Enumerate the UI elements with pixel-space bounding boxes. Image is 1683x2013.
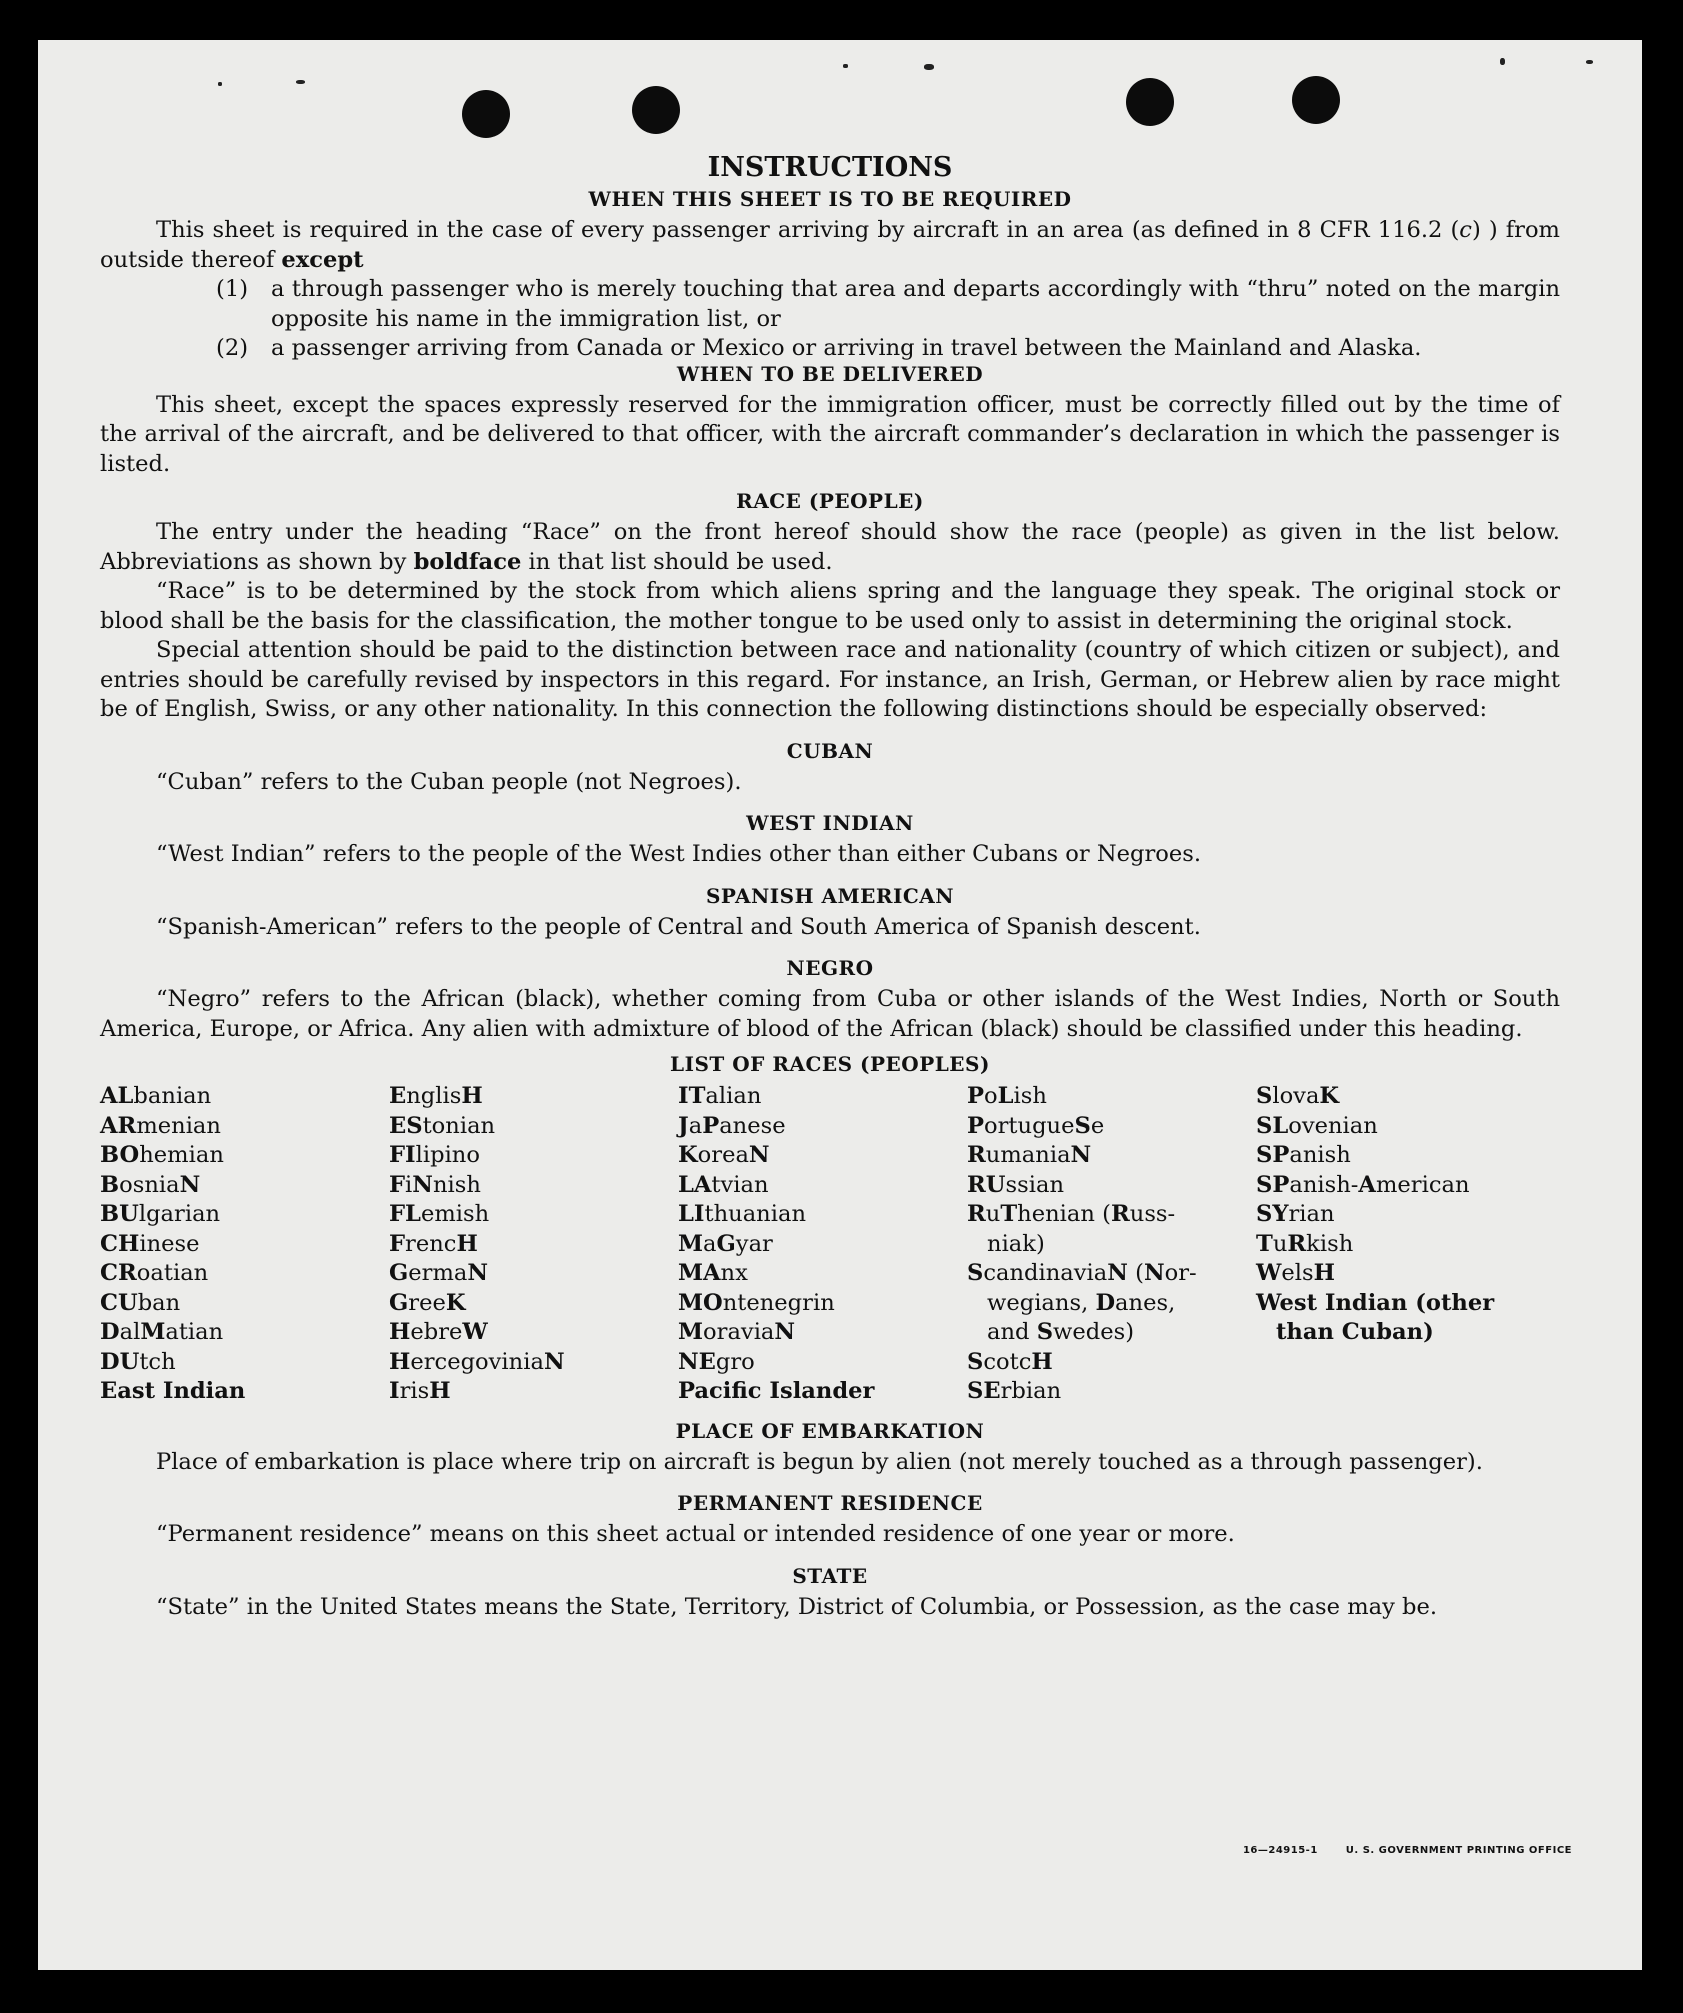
punch-hole <box>1126 78 1174 126</box>
race-column <box>100 1082 389 1407</box>
race-entry: Pacific Islander <box>678 1378 875 1404</box>
race-entry: CHinese <box>100 1230 200 1257</box>
race-entry: niak) <box>987 1230 1045 1257</box>
race-paragraph-3: Special attention should be paid to the distinction between race and nationality (country of which citizen or subject), and entries should be carefully revised by inspectors in this regard. For instance, an Irish, German, or Hebrew alien by race might be of English, Swiss, or any other nationality. In this connection the following distinctions should be especially observed: <box>100 637 1560 722</box>
race-entry: JaPanese <box>678 1112 786 1139</box>
when-required-lead: This sheet is required in the case of every passenger arriving by aircraft in an area (as defined in 8 CFR 116.2 (c) ) from outside thereof except <box>100 217 1560 273</box>
race-entry: DUtch <box>100 1348 176 1375</box>
race-entry: HebreW <box>389 1319 488 1345</box>
race-entry: PoLish <box>967 1083 1047 1109</box>
race-entry: WelsH <box>1256 1260 1335 1286</box>
race-entry: ScotcH <box>967 1348 1053 1375</box>
race-entry: EnglisH <box>389 1083 483 1109</box>
race-entry: NEgro <box>678 1348 755 1375</box>
scan-speck <box>843 64 848 68</box>
permanent-residence-text: “Permanent residence” means on this sheet actual or intended residence of one year or more. <box>156 1521 1235 1547</box>
heading-race: RACE (PEOPLE) <box>736 489 924 513</box>
race-entry: HercegoviniaN <box>389 1348 565 1375</box>
heading-when-required: WHEN THIS SHEET IS TO BE REQUIRED <box>588 187 1072 211</box>
heading-cuban: CUBAN <box>786 738 874 763</box>
punch-hole <box>462 90 510 138</box>
heading-embarkation: PLACE OF EMBARKATION <box>675 1418 985 1443</box>
negro-text: “Negro” refers to the African (black), whether coming from Cuba or other islands of the West Indies, North or South America, Europe, or Africa. Any alien with admixture of blood of the African (black) should be classified under this heading. <box>100 986 1560 1042</box>
race-entry: LIthuanian <box>678 1201 807 1227</box>
heading-permanent-residence: PERMANENT RESIDENCE <box>677 1491 983 1515</box>
embarkation-text: Place of embarkation is place where trip on aircraft is begun by alien (not merely touched as a through passenger). <box>156 1448 1483 1475</box>
race-column <box>1256 1082 1545 1407</box>
race-entry: ARmenian <box>100 1112 221 1139</box>
race-entry: MoraviaN <box>678 1319 796 1345</box>
punch-hole <box>632 86 680 134</box>
race-entry: East Indian <box>100 1378 246 1404</box>
race-column <box>967 1082 1256 1407</box>
state-text: “State” in the United States means the State, Territory, District of Columbia, or Possession, as the case may be. <box>156 1593 1438 1620</box>
race-entry: MaGyar <box>678 1230 773 1257</box>
exception-item-2: (2) a passenger arriving from Canada or Mexico or arriving in travel between the Mainland and Alaska. <box>216 335 1422 361</box>
scan-speck <box>1500 58 1505 65</box>
race-entry: RUssian <box>967 1171 1064 1198</box>
race-entry: LAtvian <box>678 1171 769 1198</box>
race-entry: FiNnish <box>389 1171 481 1198</box>
race-entry: than Cuban) <box>1276 1319 1434 1345</box>
race-entry: SPanish-American <box>1256 1171 1470 1198</box>
race-entry: DalMatian <box>100 1319 224 1345</box>
heading-list-of-races: LIST OF RACES (PEOPLES) <box>670 1052 990 1076</box>
heading-state: STATE <box>792 1563 868 1588</box>
race-entry: IrisH <box>389 1378 451 1404</box>
race-entry: TuRkish <box>1256 1230 1354 1257</box>
race-entry: BosniaN <box>100 1171 201 1198</box>
race-entry: BUlgarian <box>100 1201 221 1227</box>
race-entry: FIlipino <box>389 1142 480 1168</box>
scan-speck <box>218 82 222 86</box>
race-column <box>389 1082 678 1407</box>
race-entry: EStonian <box>389 1112 496 1139</box>
heading-spanish-american: SPANISH AMERICAN <box>705 883 955 908</box>
race-entry: ScandinaviaN (Nor- <box>967 1260 1197 1286</box>
race-paragraph-1: The entry under the heading “Race” on the front hereof should show the race (people) as given in the list below. Abbreviations as shown by boldface in that list should be used. <box>100 519 1560 575</box>
form-number: 16—24915-1 <box>1242 1845 1318 1856</box>
race-entry: GreeK <box>389 1289 466 1316</box>
race-entry: KoreaN <box>678 1142 770 1168</box>
race-entry: BOhemian <box>100 1142 224 1168</box>
race-entry: SErbian <box>967 1378 1062 1404</box>
race-entry: wegians, Danes, <box>987 1289 1176 1316</box>
race-list <box>100 1082 1560 1407</box>
punch-hole <box>1292 76 1340 124</box>
print-imprint <box>1243 1845 1572 1856</box>
race-column <box>678 1082 967 1407</box>
race-entry: SLovenian <box>1256 1112 1378 1139</box>
west-indian-text: “West Indian” refers to the people of the West Indies other than either Cubans or Negroes. <box>156 841 1202 867</box>
heading-when-delivered: WHEN TO BE DELIVERED <box>676 361 984 386</box>
race-entry: RumaniaN <box>967 1142 1092 1168</box>
race-entry: GermaN <box>389 1260 489 1286</box>
race-entry: RuThenian (Russ- <box>967 1201 1176 1227</box>
race-entry: ALbanian <box>100 1083 212 1109</box>
race-entry: West Indian (other <box>1256 1289 1495 1316</box>
race-entry: FLemish <box>389 1201 490 1227</box>
race-entry: CUban <box>100 1289 181 1316</box>
scan-speck <box>924 64 934 70</box>
instructions-body <box>100 152 1560 1622</box>
exception-item-1: (1) a through passenger who is merely touching that area and departs accordingly with “thru” noted on the margin opposite his name in the immigration list, or <box>216 276 1560 332</box>
race-entry: MOntenegrin <box>678 1289 835 1316</box>
race-entry: SlovaK <box>1256 1083 1340 1109</box>
spanish-american-text: “Spanish-American” refers to the people of Central and South America of Spanish descent. <box>156 913 1201 940</box>
race-entry: SPanish <box>1256 1142 1351 1168</box>
scan-speck <box>296 80 305 84</box>
race-entry: PortugueSe <box>967 1112 1105 1139</box>
heading-negro: NEGRO <box>786 956 874 980</box>
race-entry: CRoatian <box>100 1260 209 1286</box>
race-entry: ITalian <box>678 1083 762 1109</box>
race-entry: MAnx <box>678 1260 748 1286</box>
heading-west-indian: WEST INDIAN <box>746 811 914 835</box>
cuban-text: “Cuban” refers to the Cuban people (not Negroes). <box>156 768 742 795</box>
delivered-text: This sheet, except the spaces expressly reserved for the immigration officer, must be correctly filled out by the time of the arrival of the aircraft, and be delivered to that officer, with the aircraft commander’s declaration in which the passenger is listed. <box>100 391 1560 477</box>
scan-speck <box>1586 60 1593 64</box>
printer-name: U. S. GOVERNMENT PRINTING OFFICE <box>1345 1845 1572 1856</box>
race-entry: FrencH <box>389 1230 478 1257</box>
race-paragraph-2: “Race” is to be determined by the stock from which aliens spring and the language they speak. The original stock or blood shall be the basis for the classification, the mother tongue to be used only to assist in determining the original stock. <box>100 578 1560 634</box>
race-entry: SYrian <box>1256 1201 1335 1227</box>
page-title: INSTRUCTIONS <box>707 152 953 183</box>
race-entry: and Swedes) <box>987 1319 1135 1345</box>
document-page <box>38 40 1642 1970</box>
